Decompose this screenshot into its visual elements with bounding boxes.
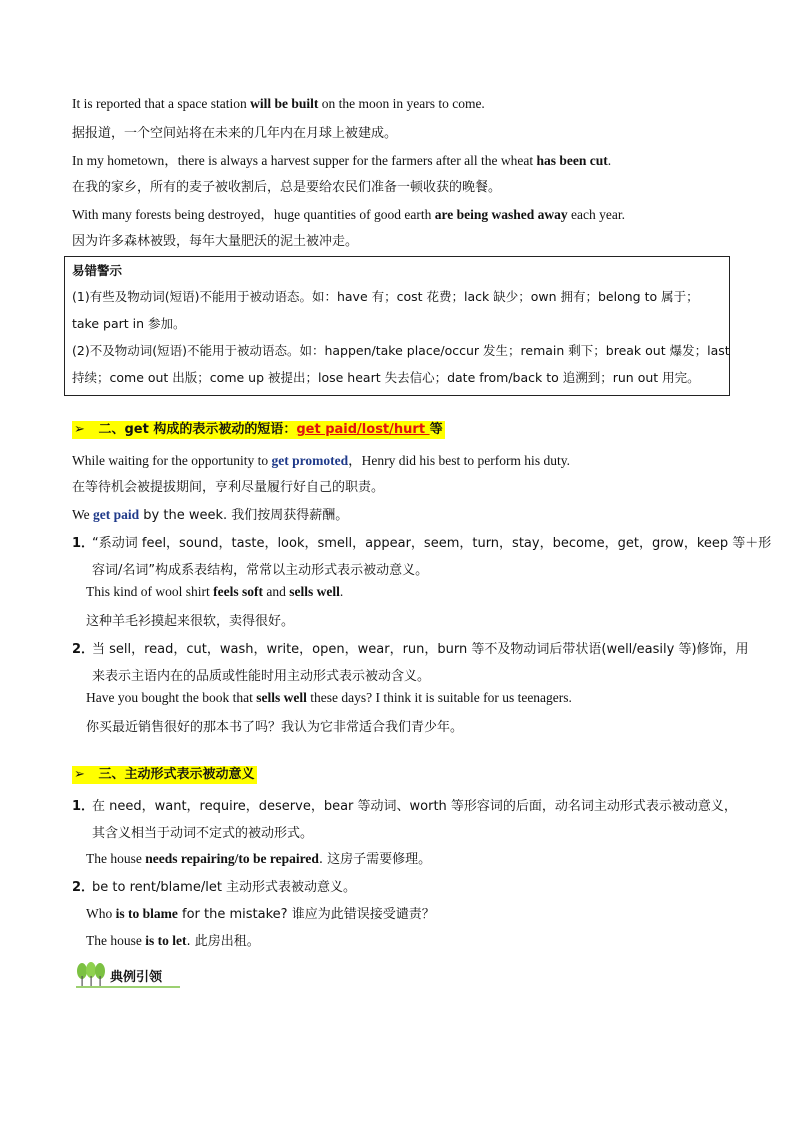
point-number: 1．	[72, 536, 95, 551]
translation: 在等待机会被提拔期间，亨利尽量履行好自己的职责。	[72, 480, 385, 495]
translation: 据报道，一个空间站将在未来的几年内在月球上被建成。	[72, 126, 398, 141]
rule-text: 容词/名词”构成系表结构，常常以主动形式表示被动意义。	[92, 563, 429, 578]
bullet-icon: ➢	[74, 422, 85, 437]
warning-line: (1)有些及物动词(短语)不能用于被动语态。如：have 有；cost 花费；lack 缺少；own 拥有；belong to 属于；	[72, 289, 699, 304]
rule-text: 其含义相当于动词不定式的被动形式。	[92, 826, 314, 841]
point-number: 2．	[72, 880, 95, 895]
translation: 在我的家乡，所有的麦子被收割后，总是要给农民们准备一顿收获的晚餐。	[72, 180, 502, 195]
warning-line: (2)不及物动词(短语)不能用于被动语态。如：happen/take place/occur 发生；remain 剩下；break out 爆发；last	[72, 343, 730, 358]
warning-line: 持续；come out 出版；come up 被提出；lose heart 失去信心；date from/back to 追溯到；run out 用完。	[72, 370, 700, 385]
translation: 因为许多森林被毁，每年大量肥沃的泥土被冲走。	[72, 234, 359, 249]
rule-text: 当 sell，read，cut，wash，write，open，wear，run，burn 等不及物动词后带状语(well/easily 等)修饰，用	[92, 642, 749, 657]
example-sentence: It is reported that a space station will be built on the moon in years to come.	[72, 96, 485, 111]
example-sentence: With many forests being destroyed，huge quantities of good earth are being washed away each year.	[72, 207, 625, 222]
rule-text: be to rent/blame/let 主动形式表被动意义。	[92, 880, 357, 895]
example-sentence: While waiting for the opportunity to get promoted，Henry did his best to perform his duty.	[72, 453, 570, 468]
warning-line: take part in 参加。	[72, 316, 186, 331]
bullet-icon: ➢	[74, 767, 85, 782]
example-header	[76, 962, 180, 990]
example-sentence: We get paid by the week. 我们按周获得薪酬。	[72, 507, 349, 523]
point-number: 1．	[72, 799, 95, 814]
example-sentence: The house needs repairing/to be repaired. 这房子需要修理。	[86, 851, 432, 867]
example-sentence: The house is to let. 此房出租。	[86, 933, 260, 949]
rule-text: “系动词 feel，sound，taste，look，smell，appear，seem，turn，stay，become，get，grow，keep 等＋形	[92, 536, 772, 551]
section-heading: ➢ 三、主动形式表示被动意义	[74, 767, 255, 782]
example-header-title: 典例引领	[110, 970, 163, 985]
example-sentence: In my hometown，there is always a harvest supper for the farmers after all the wheat has been cut.	[72, 153, 612, 168]
example-sentence: This kind of wool shirt feels soft and sells well.	[86, 584, 344, 599]
warning-title: 易错警示	[72, 263, 123, 278]
example-sentence: Have you bought the book that sells well these days? I think it is suitable for us teenagers.	[86, 690, 572, 705]
point-number: 2．	[72, 642, 95, 657]
translation: 你买最近销售很好的那本书了吗？我认为它非常适合我们青少年。	[86, 720, 464, 735]
rule-text: 在 need，want，require，deserve，bear 等动词、worth 等形容词的后面，动名词主动形式表示被动意义，	[92, 799, 737, 814]
rule-text: 来表示主语内在的品质或性能时用主动形式表示被动含义。	[92, 669, 431, 684]
section-heading: ➢ 二、get 构成的表示被动的短语：get paid/lost/hurt 等	[74, 422, 443, 437]
example-sentence: Who is to blame for the mistake? 谁应为此错误接受谴责？	[86, 906, 435, 922]
translation: 这种羊毛衫摸起来很软，卖得很好。	[86, 614, 295, 629]
